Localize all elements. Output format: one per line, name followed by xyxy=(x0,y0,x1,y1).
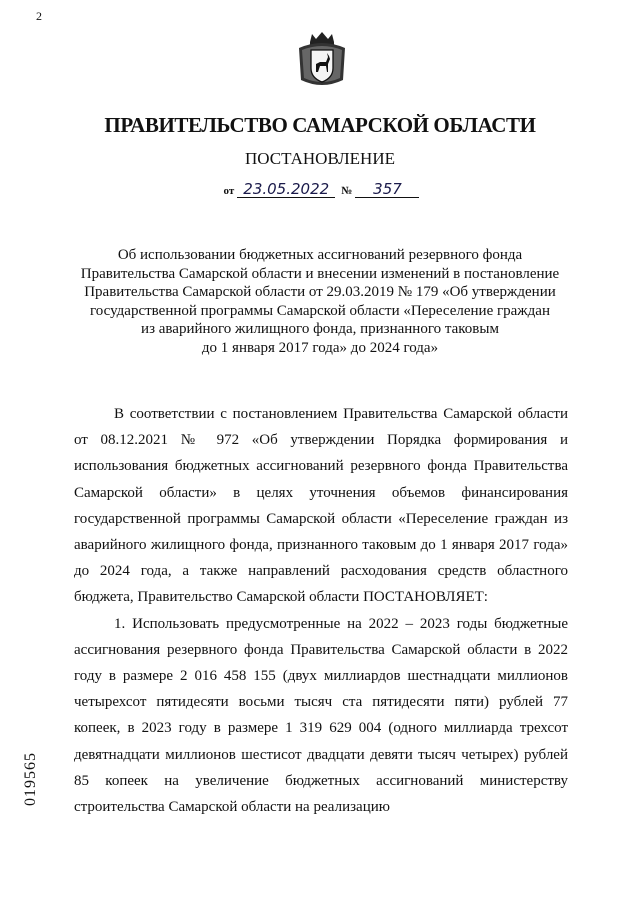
subject-line: Об использовании бюджетных ассигнований резервного фонда xyxy=(117,247,523,263)
date-number-line xyxy=(0,181,640,198)
subject-line: Правительства Самарской области от 29.03.2019 № 179 «Об утверждении xyxy=(84,284,556,300)
number-label: № xyxy=(341,185,353,197)
subject-line: до 1 января 2017 года» до 2024 года» xyxy=(201,339,439,356)
subject-line: Правительства Самарской области и внесении изменений в постановление xyxy=(80,265,560,282)
side-serial-number: 019565 xyxy=(22,752,39,806)
body-paragraph: 1. Использовать предусмотренные на 2022 – 2023 годы бюджетные ассигнования резервного фонда Правительства Самарской области в 2022 году в размере 2 016 458 155 (двух миллиардов шестнадцати миллионов четырехсот пятидесяти восьми тысяч ста пятидесяти пяти) рублей 77 копеек, в 2023 году в размере 1 319 629 004 (одного миллиарда трехсот девятнадцати миллионов шестисот двадцати девяти тысяч четырех) рублей 85 копеек на увеличение бюджетных ассигнований министерству строительства Самарской области на реализацию xyxy=(74,615,568,816)
date-label: от xyxy=(223,185,235,197)
subject-line: из аварийного жилищного фонда, признанного таковым xyxy=(141,321,499,337)
page-mark: 2 xyxy=(36,9,42,23)
document-type: ПОСТАНОВЛЕНИЕ xyxy=(244,149,395,168)
government-title: ПРАВИТЕЛЬСТВО САМАРСКОЙ ОБЛАСТИ xyxy=(104,113,536,137)
number-value: 357 xyxy=(355,181,419,198)
body-paragraph: В соответствии с постановлением Правительства Самарской области от 08.12.2021 № 972 «Об утверждении Порядка формирования и использования бюджетных ассигнований резервного фонда Правительства Самарской области» в целях уточнения объемов финансирования государственной программы Самарской области «Переселение граждан из аварийного жилищного фонда, признанного таковым до 1 января 2017 года» до 2024 года, а также направлений расходования средств областного бюджета, Правительство Самарской области ПОСТАНОВЛЯЕТ: xyxy=(74,406,568,606)
subject-line: государственной программы Самарской области «Переселение граждан xyxy=(90,302,550,319)
document-body xyxy=(74,401,568,820)
date-value: 23.05.2022 xyxy=(237,181,335,198)
samara-region-coat-of-arms-icon xyxy=(296,30,348,90)
document-subject xyxy=(70,246,570,357)
